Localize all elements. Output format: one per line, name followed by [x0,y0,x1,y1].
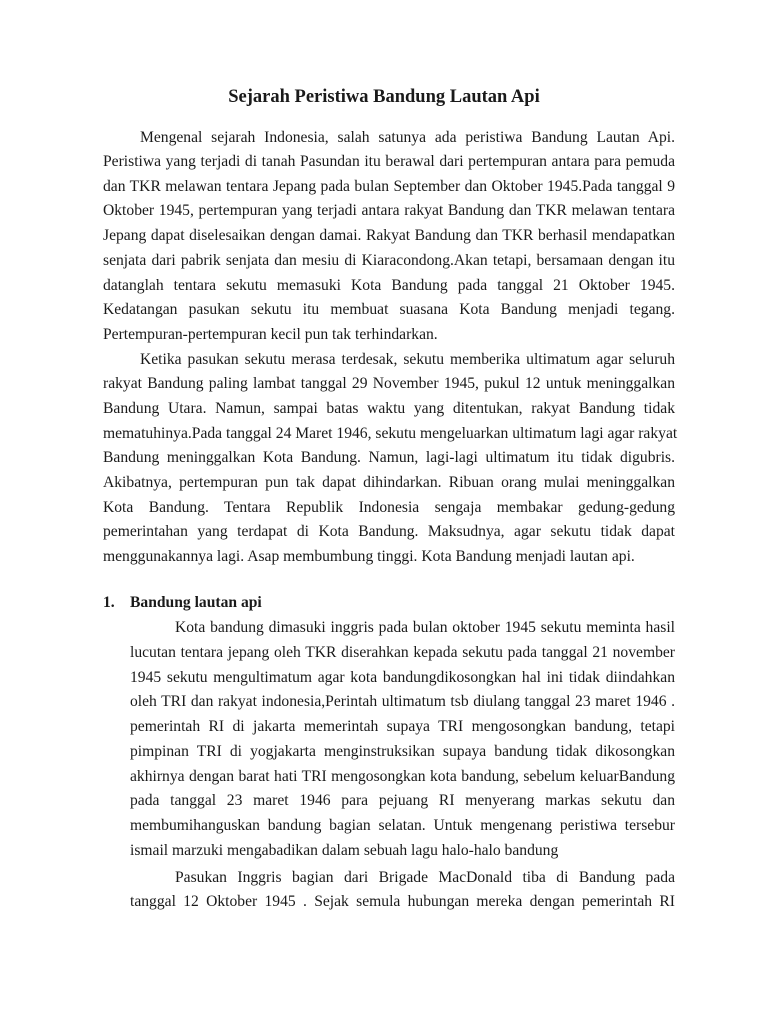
text-line: Mengenal sejarah Indonesia, salah satunya ada peristiwa Bandung Lautan Api. [140,129,675,146]
text-line: Kota Bandung. Tentara Republik Indonesia sengaja membakar gedung-gedung [103,499,675,516]
text-line: Peristiwa yang terjadi di tanah Pasundan itu berawal dari pertempuran antara para pemuda [103,153,675,170]
text-line: akhirnya dengan barat hati TRI mengosongkan kota bandung, sebelum keluarBandung [130,768,675,785]
text-line: lucutan tentara jepang oleh TKR diserahkan kepada sekutu pada tanggal 21 november [130,644,675,661]
text-line: Oktober 1945, pertempuran yang terjadi antara rakyat Bandung dan TKR melawan tentara [103,202,675,219]
text-line: datanglah tentara sekutu memasuki Kota Bandung pada tanggal 21 Oktober 1945. [103,277,675,294]
text-line: oleh TRI dan rakyat indonesia,Perintah ultimatum tsb diulang tanggal 23 maret 1946 . [130,693,675,710]
text-line: membumihanguskan bandung bagian selatan. Untuk mengenang peristiwa tersebur [130,817,675,834]
text-line: pimpinan TRI di yogjakarta menginstruksikan supaya bandung tidak dikosongkan [130,743,675,760]
section-number: 1. [103,594,115,611]
text-line: 1945 sekutu mengultimatum agar kota bandungdikosongkan hal ini tidak diindahkan [130,669,675,686]
text-line: rakyat Bandung paling lambat tanggal 29 November 1945, pukul 12 untuk meninggalkan [103,375,675,392]
text-line: Bandung Utara. Namun, sampai batas waktu yang ditentukan, rakyat Bandung tidak [103,400,675,417]
text-line: pemerintahan yang terdapat di Kota Bandung. Maksudnya, agar sekutu tidak dapat [103,523,675,540]
text-line: pemerintah RI di jakarta memerintah supaya TRI mengosongkan bandung, tetapi [130,718,675,735]
text-line: Bandung meninggalkan Kota Bandung. Namun, lagi-lagi ultimatum itu tidak digubris. [103,449,675,466]
text-line: pada tanggal 23 maret 1946 para pejuang RI menyerang markas sekutu dan [130,792,675,809]
text-line: senjata dari pabrik senjata dan mesiu di Kiaracondong.Akan tetapi, bersamaan dengan itu [103,252,675,269]
text-line: Ketika pasukan sekutu merasa terdesak, sekutu memberika ultimatum agar seluruh [140,351,675,368]
text-line: Akibatnya, pertempuran pun tak dapat dihindarkan. Ribuan orang mulai meninggalkan [103,474,675,491]
document-title: Sejarah Peristiwa Bandung Lautan Api [228,87,540,107]
text-line: Pertempuran-pertempuran kecil pun tak terhindarkan. [103,326,438,343]
text-line: Pasukan Inggris bagian dari Brigade MacDonald tiba di Bandung pada [175,869,675,886]
text-line: tanggal 12 Oktober 1945 . Sejak semula hubungan mereka dengan pemerintah RI [130,893,675,910]
text-line: Kota bandung dimasuki inggris pada bulan oktober 1945 sekutu meminta hasil [175,619,675,636]
text-line: Jepang dapat diselesaikan dengan damai. Rakyat Bandung dan TKR berhasil mendapatkan [103,227,675,244]
text-line: ismail marzuki mengabadikan dalam sebuah lagu halo-halo bandung [130,842,559,859]
text-line: mematuhinya.Pada tanggal 24 Maret 1946, sekutu mengeluarkan ultimatum lagi agar rakyat [103,425,678,442]
section-heading: Bandung lautan api [130,594,262,611]
text-line: dan TKR melawan tentara Jepang pada bulan September dan Oktober 1945.Pada tanggal 9 [103,178,675,195]
text-line: Kedatangan pasukan sekutu itu membuat suasana Kota Bandung menjadi tegang. [103,301,675,318]
text-line: menggunakannya lagi. Asap membumbung tinggi. Kota Bandung menjadi lautan api. [103,548,635,565]
